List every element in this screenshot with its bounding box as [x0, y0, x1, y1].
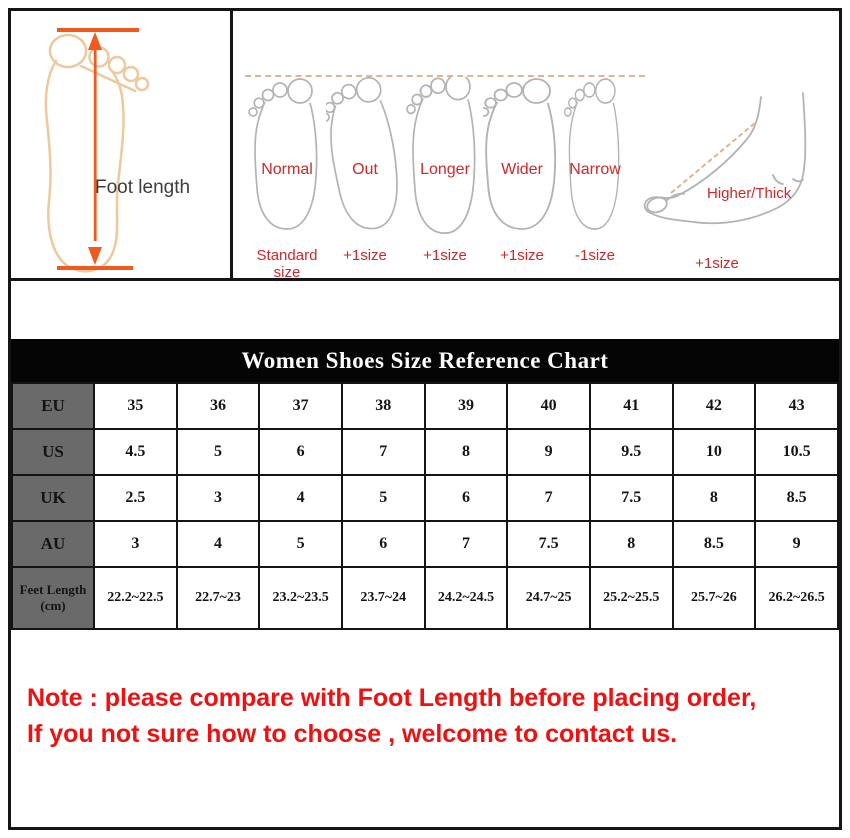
size-cell: 39 [425, 383, 508, 429]
size-cell: 8 [590, 521, 673, 567]
size-cell: 2.5 [94, 475, 177, 521]
size-cell: 25.7~26 [673, 567, 756, 629]
size-cell: 38 [342, 383, 425, 429]
size-cell: 7 [425, 521, 508, 567]
foot-type-label: Narrow [569, 161, 621, 178]
row-label-uk: UK [12, 475, 94, 521]
size-cell: 43 [755, 383, 838, 429]
foot-type-label: Wider [501, 161, 543, 178]
size-cell: 7.5 [590, 475, 673, 521]
note-text [27, 680, 831, 753]
size-cell: 3 [94, 521, 177, 567]
size-recommendation: +1size [695, 255, 739, 272]
outer-frame [8, 8, 842, 830]
foot-length-measure-box [11, 11, 233, 278]
table-row-feet-length [12, 567, 838, 629]
size-cell: 6 [425, 475, 508, 521]
size-cell: 10.5 [755, 429, 838, 475]
foot-top-view-icon [248, 77, 326, 235]
size-cell: 4.5 [94, 429, 177, 475]
foot-top-view-icon [483, 77, 561, 235]
row-label-eu: EU [12, 383, 94, 429]
foot-figure-higher-thick [637, 89, 822, 272]
size-cell: 7 [507, 475, 590, 521]
size-recommendation: Standard size [256, 247, 318, 282]
size-chart-table [11, 382, 839, 630]
chart-title-band [11, 339, 839, 382]
size-cell: 5 [177, 429, 260, 475]
size-cell: 22.2~22.5 [94, 567, 177, 629]
size-cell: 9.5 [590, 429, 673, 475]
table-row-uk [12, 475, 838, 521]
row-label-au: AU [12, 521, 94, 567]
size-cell: 10 [673, 429, 756, 475]
size-cell: 35 [94, 383, 177, 429]
foot-length-label: Foot length [95, 177, 191, 198]
foot-top-view-icon [406, 77, 484, 235]
size-cell: 24.7~25 [507, 567, 590, 629]
row-label-us: US [12, 429, 94, 475]
foot-measure-icon [11, 11, 233, 275]
foot-top-view-icon [556, 77, 634, 235]
size-cell: 22.7~23 [177, 567, 260, 629]
size-cell: 41 [590, 383, 673, 429]
note-line-1: Note : please compare with Foot Length before placing order, [27, 684, 757, 712]
size-cell: 8.5 [673, 521, 756, 567]
foot-side-view-icon [637, 89, 822, 244]
size-cell: 4 [177, 521, 260, 567]
size-cell: 25.2~25.5 [590, 567, 673, 629]
size-recommendation: +1size [343, 247, 387, 264]
size-cell: 23.2~23.5 [259, 567, 342, 629]
size-recommendation: +1size [423, 247, 467, 264]
table-row-au [12, 521, 838, 567]
size-cell: 42 [673, 383, 756, 429]
size-cell: 4 [259, 475, 342, 521]
size-cell: 7 [342, 429, 425, 475]
measure-arrow-icon [57, 28, 139, 270]
chart-title: Women Shoes Size Reference Chart [241, 347, 609, 373]
row-label-feet-length: Feet Length (cm) [12, 567, 94, 629]
foot-top-view-icon [326, 77, 404, 235]
size-recommendation: +1size [500, 247, 544, 264]
foot-figure-out [326, 77, 404, 264]
size-cell: 5 [259, 521, 342, 567]
table-row-us [12, 429, 838, 475]
size-cell: 23.7~24 [342, 567, 425, 629]
foot-type-label: Out [352, 161, 378, 178]
size-cell: 8 [425, 429, 508, 475]
size-cell: 40 [507, 383, 590, 429]
note-line-2: If you not sure how to choose , welcome to contact us. [27, 720, 678, 749]
foot-figure-longer [406, 77, 484, 264]
measuring-guide-section [11, 11, 839, 281]
foot-figure-normal [248, 77, 326, 282]
size-cell: 3 [177, 475, 260, 521]
foot-type-label: Longer [420, 161, 470, 178]
size-cell: 8.5 [755, 475, 838, 521]
size-cell: 36 [177, 383, 260, 429]
size-cell: 9 [507, 429, 590, 475]
size-recommendation: -1size [574, 247, 615, 264]
size-cell: 8 [673, 475, 756, 521]
size-cell: 6 [342, 521, 425, 567]
table-row-eu [12, 383, 838, 429]
foot-figure-narrow [556, 77, 634, 264]
size-cell: 37 [259, 383, 342, 429]
foot-figure-wider [483, 77, 561, 264]
size-cell: 9 [755, 521, 838, 567]
size-cell: 24.2~24.5 [425, 567, 508, 629]
size-cell: 5 [342, 475, 425, 521]
size-cell: 26.2~26.5 [755, 567, 838, 629]
foot-type-label: Normal [261, 161, 313, 178]
size-cell: 6 [259, 429, 342, 475]
foot-type-label: Higher/Thick [707, 185, 792, 202]
spacer [11, 281, 839, 339]
foot-shape-guide [233, 11, 839, 282]
size-cell: 7.5 [507, 521, 590, 567]
